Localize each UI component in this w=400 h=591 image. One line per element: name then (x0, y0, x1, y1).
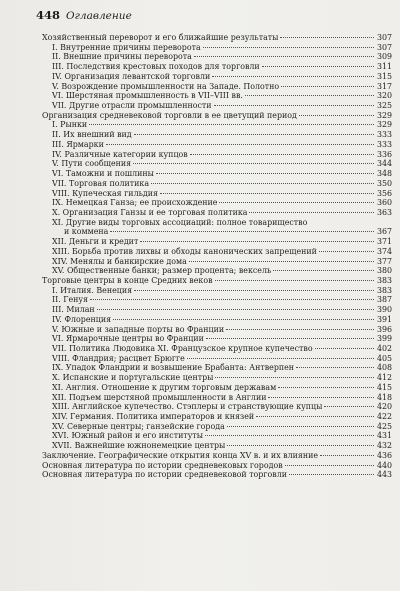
dot-leader (273, 270, 374, 271)
dot-leader (89, 124, 374, 125)
toc-entry (42, 451, 392, 461)
toc-entry-title: V. Южные и западные порты во Франции (52, 324, 225, 334)
toc-entry-page: 431 (376, 431, 392, 441)
toc-entry (42, 62, 392, 72)
toc-entry (42, 198, 392, 208)
toc-entry-page: 350 (376, 178, 392, 188)
dot-leader (299, 115, 374, 116)
toc-entry-title: VI. Ярмарочные центры во Франции (52, 334, 204, 344)
toc-entry-title: VII. Другие отрасли промышленности (52, 101, 212, 111)
toc-entry-page: 371 (376, 237, 392, 247)
toc-entry-page: 333 (376, 139, 392, 149)
page-header (36, 8, 132, 22)
toc-entry-title: II. Их внешний вид (52, 130, 132, 140)
dot-leader (256, 416, 374, 417)
toc-entry (42, 82, 392, 92)
toc-entry-page: 325 (376, 101, 392, 111)
toc-entry-title: V. Возрождение промышленности на Западе. Полотно (52, 81, 280, 91)
toc-entry (42, 383, 392, 393)
toc-entry-title: Торговые центры в конце Средних веков (42, 275, 213, 285)
toc-entry (42, 247, 392, 257)
toc-entry (42, 179, 392, 189)
toc-entry (42, 218, 392, 237)
toc-entry-title: XIV. Менялы и банкирские дома (52, 256, 187, 266)
toc-entry (42, 344, 392, 354)
toc-entry-title: Организация средневековой торговли в ее цветущий период (42, 110, 297, 120)
toc-entry-title: IV. Различные категории купцов (52, 149, 188, 159)
toc-entry (42, 111, 392, 121)
dot-leader (285, 465, 374, 466)
toc-entry-page: 374 (376, 246, 392, 256)
toc-entry-page: 309 (376, 52, 392, 62)
dot-leader (134, 290, 374, 291)
toc-entry-title: III. Милан (52, 305, 95, 315)
toc-entry-title: X. Испанские и португальские центры (52, 373, 214, 383)
toc-entry (42, 363, 392, 373)
toc-entry-page: 315 (376, 71, 392, 81)
dot-leader (278, 387, 374, 388)
toc-entry-title: Основная литература по истории средневековой торговли (42, 470, 287, 480)
dot-leader (289, 474, 374, 475)
toc-entry (42, 72, 392, 82)
dot-leader (110, 231, 374, 232)
toc-entry-title: XV. Общественные банки; размер процента; вексель (52, 266, 272, 276)
toc-entry (42, 33, 392, 43)
toc-entry (42, 334, 392, 344)
toc-entry-page: 363 (376, 207, 392, 217)
toc-entry (42, 412, 392, 422)
toc-entry-page: 415 (376, 382, 392, 392)
dot-leader (226, 329, 374, 330)
dot-leader (97, 309, 374, 310)
toc-entry-title: XI. Англия. Отношение к другим торговым державам (52, 382, 277, 392)
toc-entry-page: 311 (376, 62, 392, 72)
toc-entry-title: XVII. Важнейшие южнонемецкие центры (52, 441, 226, 451)
toc-entry-title: I. Италия. Венеция (52, 285, 133, 295)
dot-leader (194, 56, 374, 57)
toc-entry-title: II. Внешние причины переворота (52, 52, 192, 62)
toc-entry-title: VIII. Купеческая гильдия (52, 188, 158, 198)
toc-entry-page: 391 (376, 314, 392, 324)
toc-entry-title: VI. Шерстяная промышленность в VII–VIII вв. (52, 91, 243, 101)
dot-leader (249, 212, 374, 213)
dot-leader (187, 358, 374, 359)
toc-entry-page: 418 (376, 392, 392, 402)
toc-entry-page: 408 (376, 363, 392, 373)
toc-entry (42, 52, 392, 62)
toc-entry-title: Заключение. Географические открытия конца XV в. и их влияние (42, 450, 319, 460)
dot-leader (160, 193, 374, 194)
dot-leader (219, 202, 374, 203)
toc-entry-page: 443 (376, 470, 392, 480)
toc-entry-page: 317 (376, 81, 392, 91)
toc-entry-title: V. Пути сообщения (52, 159, 132, 169)
dot-leader (214, 105, 374, 106)
toc-entry-title: VI. Таможни и пошлины (52, 169, 154, 179)
dot-leader (280, 37, 374, 38)
toc-entry (42, 266, 392, 276)
toc-entry-page: 307 (376, 42, 392, 52)
toc-entry (42, 402, 392, 412)
toc-entry-page: 402 (376, 344, 392, 353)
toc-entry-title: I. Внутренние причины переворота (52, 42, 201, 52)
toc-entry-page: 412 (376, 373, 392, 383)
toc-entry-page: 425 (376, 421, 392, 431)
toc-entry-page: 329 (376, 110, 392, 120)
dot-leader (190, 154, 374, 155)
toc-entry (42, 305, 392, 315)
toc-entry (42, 422, 392, 432)
toc-entry (42, 461, 392, 471)
toc-entry-page: 380 (376, 266, 392, 276)
toc-entry-page: 396 (376, 324, 392, 334)
dot-leader (215, 280, 374, 281)
toc-entry (42, 257, 392, 267)
toc-entry-title: II. Генуя (52, 295, 89, 305)
toc-entry (42, 159, 392, 169)
toc-entry-page: 307 (376, 33, 392, 42)
dot-leader (245, 95, 374, 96)
toc-entry (42, 470, 392, 480)
toc-entry (42, 393, 392, 403)
toc-entry (42, 120, 392, 130)
toc-entry-title: I. Рынки (52, 120, 88, 130)
toc-entry (42, 101, 392, 111)
toc-entry-page: 336 (376, 149, 392, 159)
toc-entry-title: IX. Упадок Фландрии и возвышение Брабанта: Антверпен (52, 363, 295, 373)
toc-entry (42, 189, 392, 199)
toc-entry-title: XVI. Южный район и его институты (52, 431, 204, 441)
toc-entry-page: 420 (376, 402, 392, 412)
toc-entry (42, 373, 392, 383)
toc-entry-title: III. Последствия крестовых походов для торговли (52, 62, 260, 72)
dot-leader (156, 173, 374, 174)
dot-leader (281, 86, 374, 87)
toc-entry-page: 383 (376, 285, 392, 295)
toc-entry-title: Основная литература по истории средневековых городов (42, 460, 283, 470)
dot-leader (205, 435, 374, 436)
toc-entry (42, 130, 392, 140)
toc-entry (42, 295, 392, 305)
toc-entry (42, 169, 392, 179)
dot-leader (206, 338, 374, 339)
toc-entry-title: VIII. Фландрия; расцвет Брюгге (52, 353, 185, 363)
toc-entry-title: IX. Немецкая Ганза; ее происхождение (52, 198, 218, 208)
toc-entry-title: X. Организация Ганзы и ее торговая политика (52, 207, 248, 217)
toc-entry-title: VII. Торговая политика (52, 178, 150, 188)
dot-leader (90, 299, 374, 300)
toc-entry (42, 43, 392, 53)
toc-entry-title-cont: и коммена (64, 227, 109, 237)
toc-entry-title: XIII. Борьба против лихвы и обходы канонических запрещений (52, 246, 317, 256)
toc-entry-page: 348 (376, 169, 392, 179)
toc-entry (42, 431, 392, 441)
toc-entry-page: 383 (376, 275, 392, 285)
toc-entry (42, 315, 392, 325)
toc-entry-title: VII. Политика Людовика XI. Французское крупное купечество (52, 344, 313, 353)
toc-entry-page: 356 (376, 188, 392, 198)
dot-leader (134, 134, 374, 135)
dot-leader (215, 377, 374, 378)
dot-leader (203, 47, 374, 48)
toc-entry (42, 208, 392, 218)
toc-entry-title: XII. Подъем шерстяной промышленности в Англии (52, 392, 267, 402)
dot-leader (212, 76, 374, 77)
toc-entry-page: 422 (376, 412, 392, 422)
page-number: 448 (36, 8, 61, 22)
dot-leader (133, 163, 374, 164)
running-title: Оглавление (66, 10, 132, 22)
toc-entry-page: 432 (376, 441, 392, 451)
toc-entry-page: 377 (376, 256, 392, 266)
toc-entry (42, 286, 392, 296)
toc-entry-page: 333 (376, 130, 392, 140)
dot-leader (324, 406, 374, 407)
dot-leader (140, 241, 374, 242)
toc-entry-title: XV. Северные центры; ганзейские города (52, 421, 225, 431)
toc-entry-page: 329 (376, 120, 392, 130)
dot-leader (151, 183, 374, 184)
toc-entry (42, 276, 392, 286)
dot-leader (262, 66, 374, 67)
dot-leader (320, 455, 374, 456)
toc-entry (42, 150, 392, 160)
toc-entry (42, 91, 392, 101)
toc-entry-page: 367 (376, 227, 392, 237)
toc-entry-page: 360 (376, 198, 392, 208)
toc-entry-page: 436 (376, 450, 392, 460)
toc-entry-title: XII. Деньги и кредит (52, 237, 139, 247)
toc-entry-page: 390 (376, 305, 392, 315)
dot-leader (268, 397, 374, 398)
toc-entry-page: 344 (376, 159, 392, 169)
toc-entry-page: 405 (376, 353, 392, 363)
toc-entry-title: XI. Другие виды торговых ассоциаций: полное товарищество (52, 217, 308, 227)
dot-leader (227, 445, 374, 446)
dot-leader (113, 319, 374, 320)
toc-entry-page: 399 (376, 334, 392, 344)
table-of-contents (42, 33, 392, 480)
toc-entry (42, 325, 392, 335)
toc-entry (42, 237, 392, 247)
toc-entry-title: XIII. Английское купечество. Стэплеры и странствующие купцы (52, 402, 323, 412)
toc-entry-title: III. Ярмарки (52, 139, 104, 149)
dot-leader (315, 348, 374, 349)
dot-leader (319, 251, 374, 252)
dot-leader (189, 261, 374, 262)
dot-leader (296, 367, 374, 368)
toc-entry (42, 441, 392, 451)
toc-entry-title: Хозяйственный переворот и его ближайшие результаты (42, 33, 279, 42)
toc-entry (42, 140, 392, 150)
toc-entry-page: 440 (376, 460, 392, 470)
toc-entry-title: IV. Флоренция (52, 314, 112, 324)
toc-entry-page: 387 (376, 295, 392, 305)
dot-leader (106, 144, 374, 145)
toc-entry (42, 354, 392, 364)
dot-leader (227, 426, 374, 427)
toc-entry-title: XIV. Германия. Политика императоров и князей (52, 412, 255, 422)
toc-entry-page: 320 (376, 91, 392, 101)
toc-entry-title: IV. Организация левантской торговли (52, 71, 211, 81)
